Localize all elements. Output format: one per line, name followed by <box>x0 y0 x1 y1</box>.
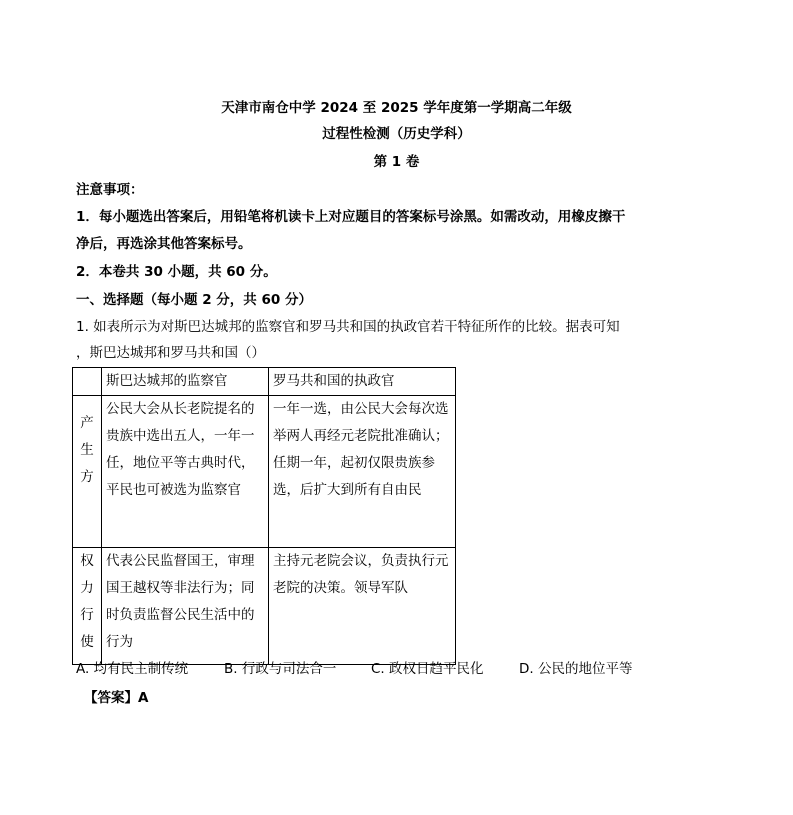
option-a: A. 均有民主制传统 <box>76 661 189 677</box>
notice-item-2: 2．本卷共 30 小题，共 60 分。 <box>76 264 277 280</box>
notice-heading: 注意事项： <box>76 182 144 198</box>
exam-title: 天津市南仓中学 2024 至 2025 学年度第一学期高二年级 <box>221 100 572 116</box>
table-row <box>73 548 456 665</box>
table-cell: 代表公民监督国王，审理国王越权等非法行为；同时负责监督公民生活中的行为 <box>102 548 269 665</box>
table-cell: 公民大会从长老院提名的贵族中选出五人，一年一任，地位平等古典时代，平民也可被选为监察官 <box>102 396 269 548</box>
question-1-stem-cont: ，斯巴达城邦和罗马共和国（） <box>76 345 265 361</box>
volume-label: 第 1 卷 <box>373 154 420 170</box>
table-header-cell: 斯巴达城邦的监察官 <box>102 368 269 396</box>
comparison-table <box>72 367 456 665</box>
table-header-row <box>73 368 456 396</box>
table-row-label: 产生方 <box>73 396 102 548</box>
table-header-cell <box>73 368 102 396</box>
exam-subtitle: 过程性检测（历史学科） <box>322 126 471 142</box>
option-b: B. 行政与司法合一 <box>224 661 337 677</box>
notice-item-1-cont: 净后，再选涂其他答案标号。 <box>76 236 252 252</box>
table-row-label: 权力行使 <box>73 548 102 665</box>
table-row <box>73 396 456 548</box>
table-cell: 主持元老院会议，负责执行元老院的决策。领导军队 <box>269 548 456 665</box>
table-cell: 一年一选，由公民大会每次选举两人再经元老院批准确认；任期一年，起初仅限贵族参选，后扩大到所有自由民 <box>269 396 456 548</box>
option-c: C. 政权日趋平民化 <box>371 661 484 677</box>
section-heading: 一、选择题（每小题 2 分，共 60 分） <box>76 292 312 308</box>
answer-label: 【答案】A <box>84 690 149 706</box>
table-header-cell: 罗马共和国的执政官 <box>269 368 456 396</box>
notice-item-1: 1．每小题选出答案后，用铅笔将机读卡上对应题目的答案标号涂黑。如需改动，用橡皮擦干 <box>76 209 626 225</box>
option-d: D. 公民的地位平等 <box>519 661 633 677</box>
question-1-stem: 1. 如表所示为对斯巴达城邦的监察官和罗马共和国的执政官若干特征所作的比较。据表可知 <box>76 319 620 335</box>
